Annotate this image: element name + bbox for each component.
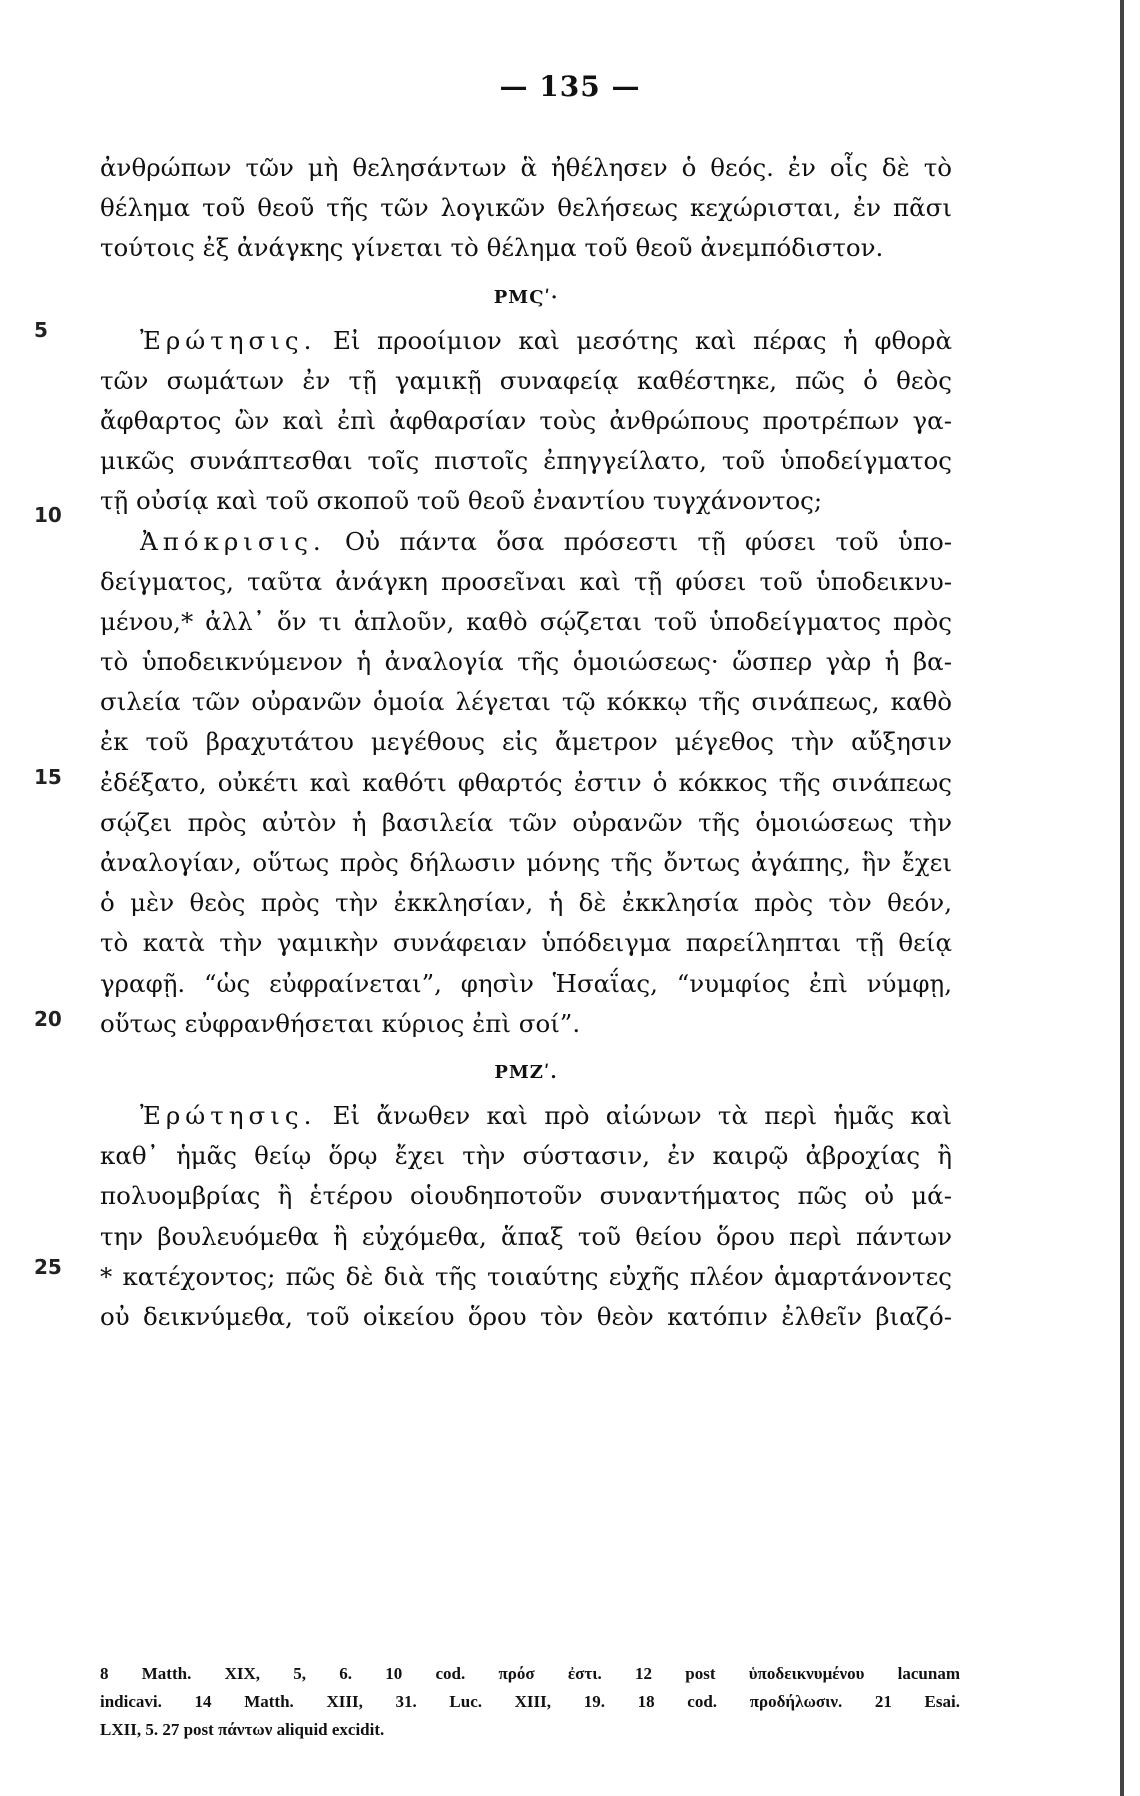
text-line: τούτοις ἐξ ἀνάγκης γίνεται τὸ θέλημα τοῦ θεοῦ ἀνεμπόδιστον. <box>100 233 884 263</box>
text-line: οὐ δεικνύμεθα, τοῦ οἰκείου ὅρου τὸν θεὸν κατόπιν ἐλθεῖν βιαζό- <box>100 1301 952 1331</box>
text-line: μικῶς συνάπτεσθαι τοῖς πιστοῖς ἐπηγγείλατο, τοῦ ὑποδείγματος <box>100 446 952 476</box>
text-line: ὁ μὲν θεὸς πρὸς τὴν ἐκκλησίαν, ἡ δὲ ἐκκλησία πρὸς τὸν θεόν, <box>100 888 952 918</box>
text-line: γραφῇ. “ὡς εὐφραίνεται”, φησὶν Ἡσαΐας, “νυμφίος ἐπὶ νύμφῃ, <box>100 968 952 998</box>
footnotes <box>100 1660 960 1744</box>
section-heading: ΡΜϚʹ· <box>493 286 559 308</box>
line-number: 25 <box>34 1255 62 1279</box>
text-line: καθ᾿ ἡμᾶς θείῳ ὅρῳ ἔχει τὴν σύστασιν, ἐν καιρῷ ἀβροχίας ἢ <box>100 1141 952 1171</box>
page-edge-rule <box>1120 0 1124 1796</box>
text-line <box>100 1096 952 1136</box>
text-line: σῴζει πρὸς αὐτὸν ἡ βασιλεία τῶν οὐρανῶν τῆς ὁμοιώσεως τὴν <box>100 807 952 837</box>
text-span: Εἰ ἄνωθεν καὶ πρὸ αἰώνων τὰ περὶ ἡμᾶς καὶ <box>316 1100 952 1130</box>
line-number: 10 <box>34 503 62 527</box>
footnote-line: 8 Matth. XIX, 5, 6. 10 cod. πρόσ ἐστι. 12 post ὑποδεικνυμένου lacunam <box>100 1664 960 1683</box>
text-line: θέλημα τοῦ θεοῦ τῆς τῶν λογικῶν θελήσεως κεχώρισται, ἐν πᾶσι <box>100 193 952 223</box>
line-number: 5 <box>34 318 48 342</box>
text-line: ἐκ τοῦ βραχυτάτου μεγέθους εἰς ἄμετρον μέγεθος τὴν αὔξησιν <box>100 727 952 757</box>
text-line: ἀναλογίαν, οὕτως πρὸς δήλωσιν μόνης τῆς ὄντως ἀγάπης, ἣν ἔχει <box>100 848 952 877</box>
line-number: 15 <box>34 765 62 789</box>
text-span: Οὐ πάντα ὅσα πρόσεστι τῇ φύσει τοῦ ὑπο- <box>325 526 952 556</box>
page-number: — 135 — <box>499 70 641 103</box>
text-line: σιλεία τῶν οὐρανῶν ὁμοία λέγεται τῷ κόκκῳ τῆς σινάπεως, καθὸ <box>100 687 952 717</box>
section-heading: ΡΜΖʹ. <box>494 1061 558 1083</box>
text-line <box>100 321 952 361</box>
text-span: Εἰ προοίμιον καὶ μεσότης καὶ πέρας ἡ φθορὰ <box>316 325 952 355</box>
answer-label: Ἀπόκρισις. <box>140 526 326 556</box>
text-line: ἐδέξατο, οὐκέτι καὶ καθότι φθαρτός ἐστιν ὁ κόκκος τῆς σινάπεως <box>100 767 952 797</box>
text-line: τῇ οὐσίᾳ καὶ τοῦ σκοποῦ τοῦ θεοῦ ἐναντίου τυγχάνοντος; <box>100 486 823 516</box>
text-line: δείγματος, ταῦτα ἀνάγκη προσεῖναι καὶ τῇ φύσει τοῦ ὑποδεικνυ- <box>100 566 952 596</box>
line-number: 20 <box>34 1007 62 1031</box>
footnote-line: LXII, 5. 27 post πάντων aliquid excidit. <box>100 1720 385 1739</box>
question-label: Ἐρώτησις. <box>140 1100 317 1130</box>
text-line: πολυομβρίας ἢ ἑτέρου οἱουδηποτοῦν συναντήματος πῶς οὐ μά- <box>100 1181 952 1211</box>
text-line: τῶν σωμάτων ἐν τῇ γαμικῇ συναφείᾳ καθέστηκε, πῶς ὁ θεὸς <box>100 365 952 395</box>
footnote-line: indicavi. 14 Matth. XIII, 31. Luc. XIII, 19. 18 cod. προδήλωσιν. 21 Esai. <box>100 1692 960 1711</box>
text-line: * κατέχοντος; πῶς δὲ διὰ τῆς τοιαύτης εὐχῆς πλέον ἁμαρτάνοντες <box>100 1261 952 1291</box>
text-line: τὸ κατὰ τὴν γαμικὴν συνάφειαν ὑπόδειγμα παρείληπται τῇ θείᾳ <box>100 928 952 958</box>
text-line <box>100 522 952 562</box>
text-line: τὸ ὑποδεικνύμενον ἡ ἀναλογία τῆς ὁμοιώσεως· ὥσπερ γὰρ ἡ βα- <box>100 647 952 677</box>
text-line: μένου,* ἀλλ᾿ ὅν τι ἁπλοῦν, καθὸ σῴζεται τοῦ ὑποδείγματος πρὸς <box>100 606 952 636</box>
text-line: ἄφθαρτος ὢν καὶ ἐπὶ ἀφθαρσίαν τοὺς ἀνθρώπους προτρέπων γα- <box>100 405 952 435</box>
question-label: Ἐρώτησις. <box>140 325 317 355</box>
text-line: ἀνθρώπων τῶν μὴ θελησάντων ἃ ἠθέλησεν ὁ θεός. ἐν οἷς δὲ τὸ <box>100 153 952 182</box>
text-line: την βουλευόμεθα ἢ εὐχόμεθα, ἅπαξ τοῦ θείου ὅρου περὶ πάντων <box>100 1221 952 1251</box>
text-line: οὕτως εὐφρανθήσεται κύριος ἐπὶ σοί”. <box>100 1008 581 1038</box>
main-text <box>100 148 952 1337</box>
